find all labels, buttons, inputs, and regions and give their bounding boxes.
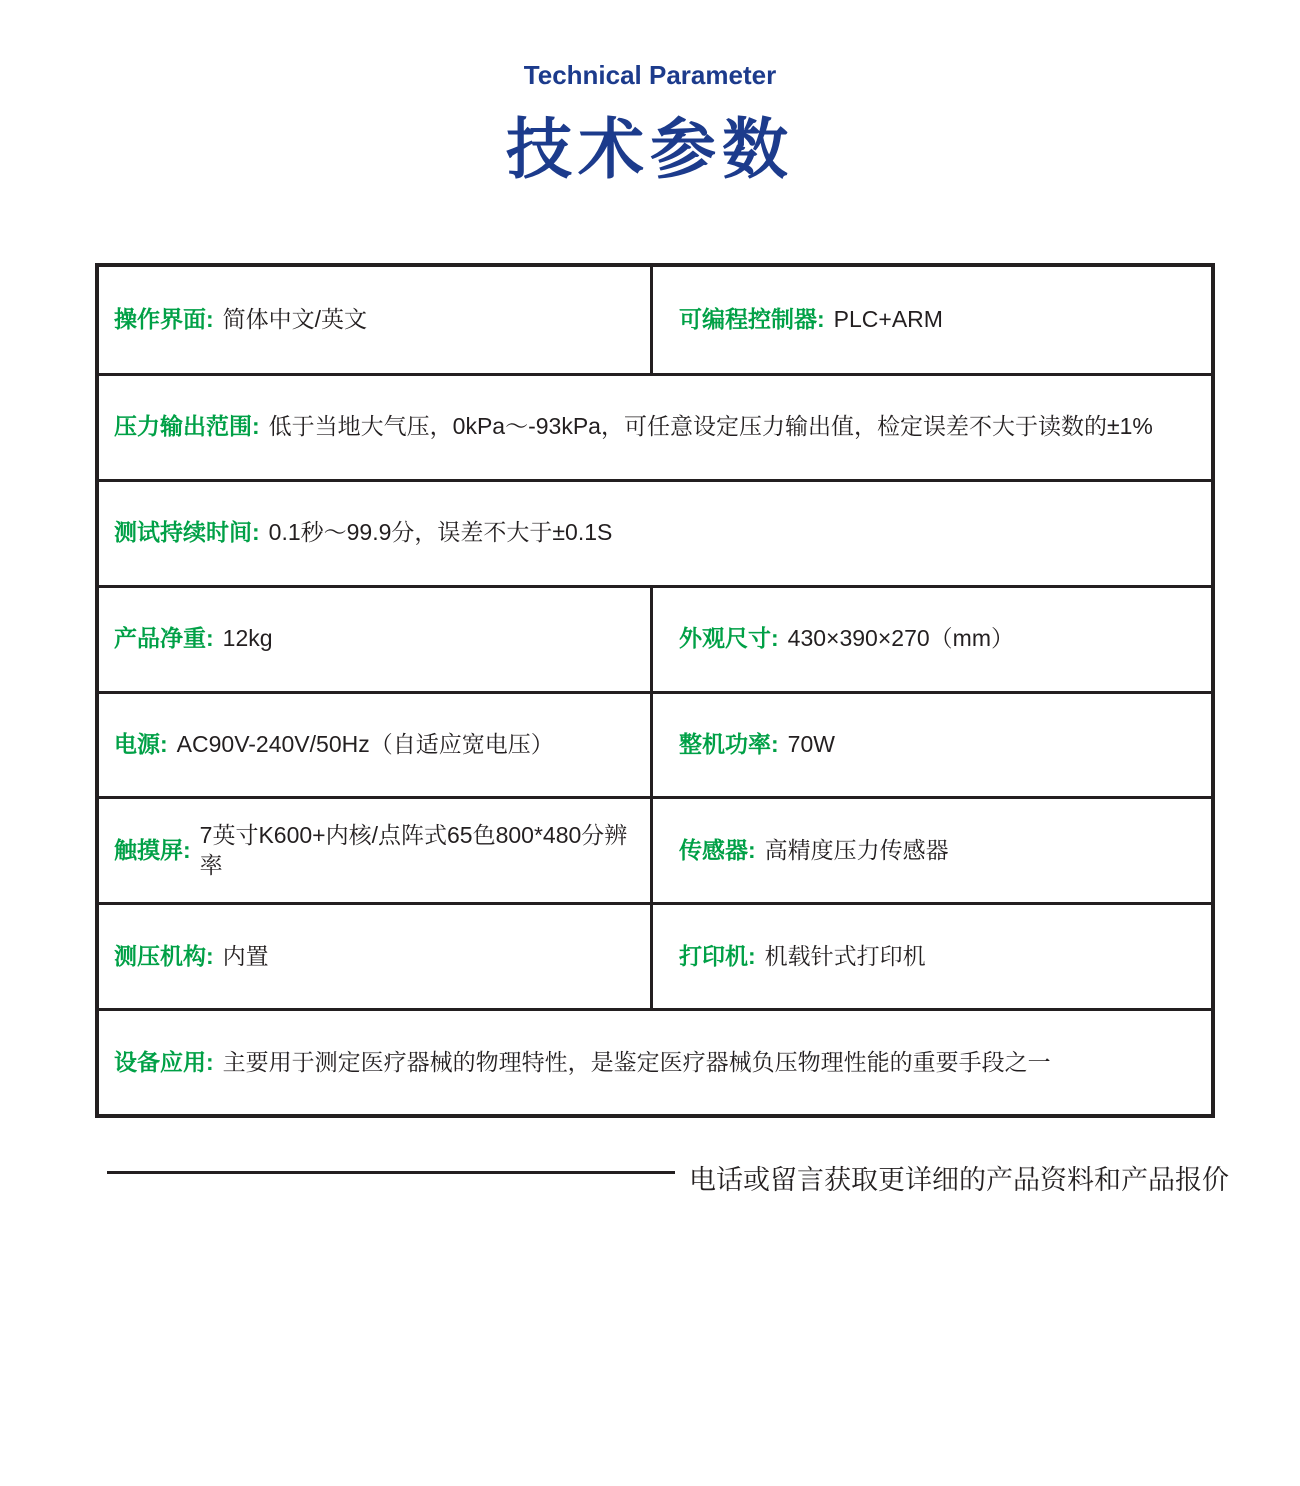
spec-value: 430×390×270（mm） xyxy=(787,625,1014,652)
spec-value: 机载针式打印机 xyxy=(764,942,926,969)
footer-note: 电话或留言获取更详细的产品资料和产品报价 xyxy=(689,1165,1229,1195)
spec-value: AC90V-240V/50Hz（自适应宽电压） xyxy=(176,730,554,757)
spec-value: 高精度压力传感器 xyxy=(764,836,949,863)
spec-label: 测试持续时间: xyxy=(114,519,260,546)
table-row xyxy=(99,691,1211,797)
spec-cell xyxy=(650,694,1211,797)
spec-cell xyxy=(99,905,650,1008)
spec-value: 内置 xyxy=(222,942,269,969)
spec-label: 外观尺寸: xyxy=(679,625,779,652)
spec-value: 0.1秒～99.9分，误差不大于±0.1S xyxy=(268,519,613,546)
spec-label: 产品净重: xyxy=(114,625,214,652)
spec-value: 70W xyxy=(787,730,835,757)
page-title: 技术参数 xyxy=(506,112,794,186)
spec-label: 传感器: xyxy=(679,836,756,863)
table-row xyxy=(99,1008,1211,1114)
spec-cell xyxy=(650,905,1211,1008)
spec-label: 整机功率: xyxy=(679,730,779,757)
spec-cell xyxy=(99,482,1211,585)
spec-value: 主要用于测定医疗器械的物理特性，是鉴定医疗器械负压物理性能的重要手段之一 xyxy=(222,1048,1051,1075)
table-row xyxy=(99,373,1211,479)
spec-label: 触摸屏: xyxy=(114,836,191,863)
spec-value: 12kg xyxy=(222,625,273,652)
table-row xyxy=(99,902,1211,1008)
spec-value: 简体中文/英文 xyxy=(222,305,368,332)
subtitle-en: Technical Parameter xyxy=(523,60,777,90)
table-row xyxy=(99,479,1211,585)
spec-cell xyxy=(99,376,1211,479)
spec-cell xyxy=(650,588,1211,691)
spec-value: 低于当地大气压，0kPa～-93kPa，可任意设定压力输出值，检定误差不大于读数的±1% xyxy=(268,413,1153,440)
spec-label: 测压机构: xyxy=(114,942,214,969)
spec-cell xyxy=(99,267,650,373)
spec-label: 电源: xyxy=(114,730,168,757)
spec-cell xyxy=(99,799,650,902)
spec-value: 7英寸K600+内核/点阵式65色800*480分辨率 xyxy=(199,821,628,878)
spec-label: 操作界面: xyxy=(114,305,214,332)
spec-value: PLC+ARM xyxy=(833,305,943,332)
spec-cell xyxy=(650,799,1211,902)
spec-cell xyxy=(99,1011,1211,1114)
spec-label: 可编程控制器: xyxy=(679,305,825,332)
spec-cell xyxy=(650,267,1211,373)
spec-cell xyxy=(99,588,650,691)
spec-table xyxy=(95,263,1215,1118)
spec-label: 打印机: xyxy=(679,942,756,969)
table-row xyxy=(99,585,1211,691)
spec-label: 设备应用: xyxy=(114,1048,214,1075)
divider-line xyxy=(107,1171,675,1174)
table-row xyxy=(99,267,1211,373)
table-row xyxy=(99,796,1211,902)
spec-label: 压力输出范围: xyxy=(114,413,260,440)
spec-cell xyxy=(99,694,650,797)
